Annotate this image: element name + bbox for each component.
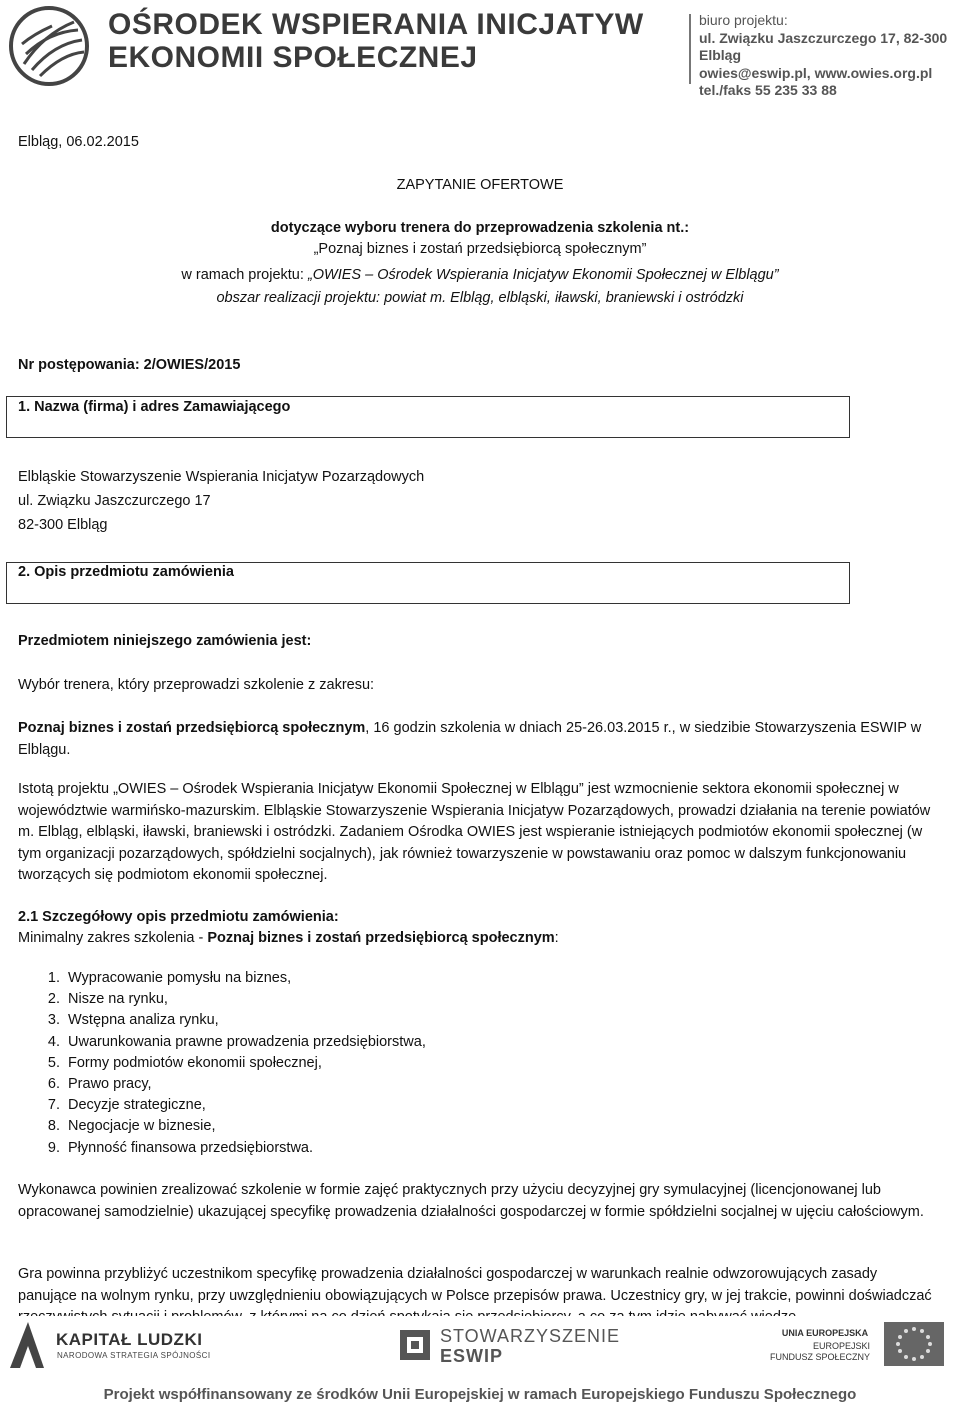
- eu-line2: EUROPEJSKI: [812, 1341, 870, 1351]
- training-date: 25-26.03.2015 r.: [566, 720, 672, 736]
- eswip-subtitle: ESWIP: [440, 1346, 504, 1366]
- address-line: Elbląskie Stowarzyszenie Wspierania Inicjatyw Pozarządowych: [18, 469, 425, 485]
- list-item: 4. Uwarunkowania prawne prowadzenia przedsiębiorstwa,: [64, 1032, 426, 1053]
- training-name: Poznaj biznes i zostań przedsiębiorcą społecznym: [18, 720, 366, 736]
- section-1-title: 1. Nazwa (firma) i adres Zamawiającego: [18, 399, 291, 415]
- section-2-1-title: 2.1 Szczegółowy opis przedmiotu zamówienia:: [18, 909, 339, 925]
- section-2-title: 2. Opis przedmiotu zamówienia: [18, 564, 234, 580]
- project-name: „OWIES – Ośrodek Wspierania Inicjatyw Ekonomii Społecznej w Elblągu”: [307, 267, 779, 283]
- training-hours: , 16 godzin szkolenia w dniach: [365, 720, 567, 736]
- list-item: 6. Prawo pracy,: [64, 1074, 426, 1095]
- doc-date: Elbląg, 06.02.2015: [18, 134, 139, 150]
- eswip-icon: [398, 1328, 432, 1362]
- intro-suffix: :: [554, 930, 559, 946]
- header-divider: [689, 14, 691, 84]
- order-subject: Przedmiotem niniejszego zamówienia jest:: [18, 633, 312, 649]
- eu-line3: FUNDUSZ SPOŁECZNY: [770, 1352, 871, 1362]
- org-name-line1: OŚRODEK WSPIERANIA INICJATYW: [108, 8, 644, 41]
- list-item: 8. Negocjacje w biznesie,: [64, 1116, 426, 1137]
- intro-training-name: Poznaj biznes i zostań przedsiębiorcą społecznym: [207, 930, 555, 946]
- project-prefix: w ramach projektu:: [181, 267, 308, 283]
- doc-topic: „Poznaj biznes i zostań przedsiębiorcą społecznym”: [313, 241, 647, 257]
- org-name: [108, 8, 644, 74]
- org-name-line2: EKONOMII SPOŁECZNEJ: [108, 41, 478, 74]
- kapital-ludzki-icon: [6, 1318, 48, 1372]
- training-location: , w siedzibie Stowarzyszenia ESWIP w Elblągu.: [18, 720, 922, 758]
- doc-area: obszar realizacji projektu: powiat m. Elbląg, elbląski, iławski, braniewski i ostródzki: [216, 290, 744, 306]
- doc-title: ZAPYTANIE OFERTOWE: [396, 177, 564, 193]
- footer-logos: [0, 1316, 960, 1378]
- contact-line: owies@eswip.pl, www.owies.org.pl: [699, 64, 933, 81]
- list-item: 1. Wypracowanie pomysłu na biznes,: [64, 968, 426, 989]
- procedure-number: Nr postępowania: 2/OWIES/2015: [18, 357, 241, 373]
- training-scope-list: [30, 968, 426, 1159]
- owies-logo-icon: [4, 4, 100, 88]
- list-item: 5. Formy podmiotów ekonomii społecznej,: [64, 1053, 426, 1074]
- kl-title: KAPITAŁ LUDZKI: [56, 1330, 203, 1349]
- list-item: 3. Wstępna analiza rynku,: [64, 1010, 426, 1031]
- list-item: 7. Decyzje strategiczne,: [64, 1095, 426, 1116]
- contact-line: tel./faks 55 235 33 88: [699, 82, 837, 98]
- section-2-1-intro: [18, 928, 559, 949]
- intro-prefix: Minimalny zakres szkolenia -: [18, 930, 208, 946]
- eu-line1: UNIA EUROPEJSKA: [781, 1328, 869, 1338]
- ordering-party-address: [18, 465, 424, 537]
- footer-caption: Projekt współfinansowany ze środków Unii Europejskiej w ramach Europejskiego Funduszu Społecznego: [103, 1386, 857, 1403]
- address-line: ul. Związku Jaszczurczego 17: [18, 493, 211, 509]
- kl-subtitle: NARODOWA STRATEGIA SPÓJNOŚCI: [57, 1351, 211, 1360]
- header-contact: [699, 12, 960, 100]
- training-details: [18, 718, 933, 761]
- doc-subtitle: dotyczące wyboru trenera do przeprowadzenia szkolenia nt.:: [270, 220, 690, 236]
- contact-line: biuro projektu:: [699, 12, 788, 28]
- eu-flag-icon: [884, 1322, 944, 1366]
- eswip-title: STOWARZYSZENIE: [440, 1326, 621, 1346]
- contact-line: ul. Związku Jaszczurczego 17, 82-300 Elbląg: [699, 29, 948, 63]
- contractor-requirements: Wykonawca powinien zrealizować szkolenie w formie zajęć praktycznych przy użyciu decyzyjnej gry symulacyjnej (licencjonowanej lub opracowanej samodzielnie) ukazującej specyfikę prowadzenia działalności gospodarczej w formie spółdzielni socjalnej w ujęciu całościowym.: [18, 1182, 924, 1220]
- list-item: 2. Nisze na rynku,: [64, 989, 426, 1010]
- trainer-choice: Wybór trenera, który przeprowadzi szkolenie z zakresu:: [18, 677, 375, 693]
- address-line: 82-300 Elbląg: [18, 517, 108, 533]
- game-requirements: Gra powinna przybliżyć uczestnikom specyfikę prowadzenia działalności gospodarczej w warunkach realnie odwzorowujących zasady panujące na wolnym rynku, przy uwzględnieniu obowiązujących w Polsce przepisów prawa. Uczestnicy gry, w jej trakcie, powinni doświadczać: [18, 1266, 932, 1304]
- list-item: 9. Płynność finansowa przedsiębiorstwa.: [64, 1138, 426, 1159]
- doc-project: [0, 265, 960, 286]
- project-essence: Istotą projektu „OWIES – Ośrodek Wspierania Inicjatyw Ekonomii Społecznej w Elblągu” jest wzmocnienie sektora ekonomii społecznej w województwie warmińsko-mazurskim. Elbląskie Stowarzyszenie Wspierania Inicjatyw Pozarządowych, prowadzi działania na terenie powiatów m. Elbląg, elbląski, iławski, braniewski i ostródzki. Zadaniem Ośrodka OWIES jest wspieranie istniejących podmiotów ekonomii społecznej (w tym organizacji pozarządowych, spółdzielni socjalnych), jak również towarzyszenie w powstawaniu oraz pomoc w dalszym funkcjonowaniu tworzących się podmiotom ekonomii społecznej.: [18, 781, 931, 883]
